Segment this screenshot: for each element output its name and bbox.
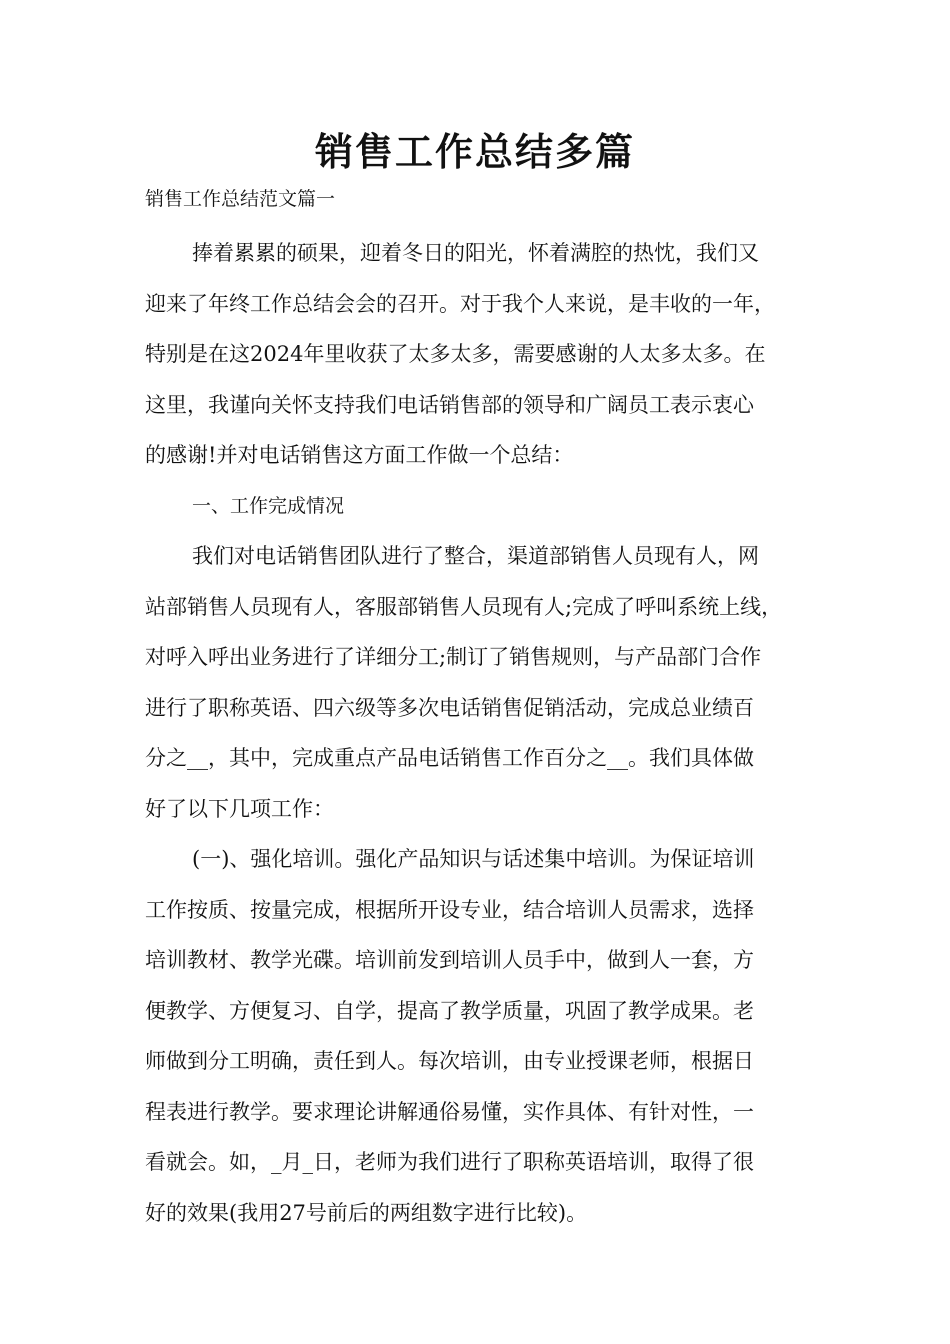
paragraph-line: 捧着累累的硕果，迎着冬日的阳光，怀着满腔的热忱，我们又: [192, 241, 759, 265]
paragraph-line: 便教学、方便复习、自学，提高了教学质量，巩固了教学成果。老: [145, 998, 754, 1023]
paragraph-line: 这里，我谨向关怀支持我们电话销售部的领导和广阔员工表示衷心: [145, 392, 754, 417]
paragraph-line: 迎来了年终工作总结会会的召开。对于我个人来说，是丰收的一年，: [145, 291, 775, 316]
paragraph-line: 对呼入呼出业务进行了详细分工;制订了销售规则，与产品部门合作: [145, 645, 762, 669]
paragraph-line: 工作按质、按量完成，根据所开设专业，结合培训人员需求，选择: [145, 897, 754, 922]
paragraph-line: (一)、强化培训。强化产品知识与话述集中培训。为保证培训: [192, 847, 755, 871]
paragraph-line: 站部销售人员现有人，客服部销售人员现有人;完成了呼叫系统上线，: [145, 594, 783, 619]
paragraph-line: 进行了职称英语、四六级等多次电话销售促销活动，完成总业绩百: [145, 695, 754, 720]
paragraph-line: 我们对电话销售团队进行了整合，渠道部销售人员现有人，网: [192, 544, 759, 568]
section-heading: 一、工作完成情况: [192, 494, 345, 517]
paragraph-line: 培训教材、教学光碟。培训前发到培训人员手中，做到人一套，方: [145, 948, 754, 972]
document-title: 销售工作总结多篇: [314, 130, 635, 174]
paragraph-line: 师做到分工明确，责任到人。每次培训，由专业授课老师，根据日: [145, 1049, 754, 1073]
document-body: [145, 228, 817, 1238]
paragraph-line: 特别是在这2024年里收获了太多太多，需要感谢的人太多太多。在: [145, 342, 766, 366]
paragraph-line: 的感谢!并对电话销售这方面工作做一个总结：: [145, 443, 574, 467]
paragraph-line: 分之__，其中，完成重点产品电话销售工作百分之__。我们具体做: [145, 746, 754, 770]
paragraph-line: 好的效果(我用27号前后的两组数字进行比较)。: [145, 1200, 588, 1225]
paragraph-line: 看就会。如，_月_日，老师为我们进行了职称英语培训，取得了很: [145, 1150, 754, 1174]
paragraph-line: 程表进行教学。要求理论讲解通俗易懂，实作具体、有针对性，一: [145, 1099, 754, 1124]
paragraph-line: 好了以下几项工作：: [145, 796, 334, 821]
document-subtitle: 销售工作总结范文篇一: [145, 188, 336, 210]
